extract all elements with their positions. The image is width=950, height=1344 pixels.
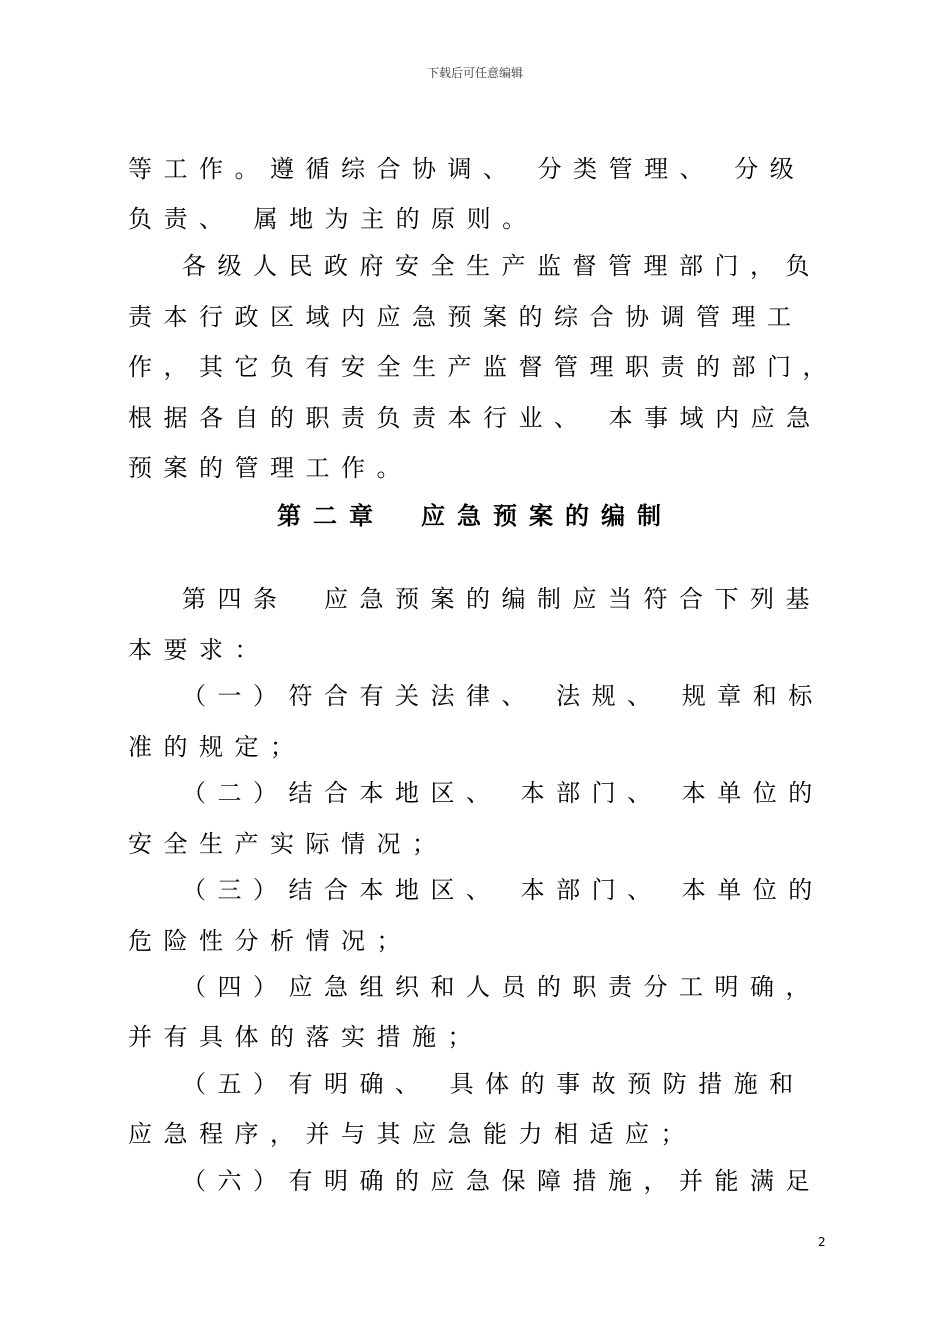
body-line: （四）应急组织和人员的职责分工明确， [182,973,821,1001]
body-line: 本要求： [128,636,270,664]
body-line: （二）结合本地区、 本部门、 本单位的 [182,779,824,807]
header-note: 下载后可任意编辑 [426,66,523,80]
body-line: 预案的管理工作。 [128,454,412,482]
body-line: 并有具体的落实措施； [128,1023,483,1051]
body-line: 第四条 应急预案的编制应当符合下列基 [182,585,821,613]
body-line: 责本行政区域内应急预案的综合协调管理工 [128,303,803,331]
body-line: 作，其它负有安全生产监督管理职责的部门， [128,353,838,381]
body-line: 危险性分析情况； [128,927,412,955]
body-line: 安全生产实际情况； [128,830,448,858]
body-line: 根据各自的职责负责本行业、 本事域内应急 [128,404,822,432]
page-number: 2 [818,1235,826,1249]
chapter-heading: 第二章 应急预案的编制 [277,502,673,530]
body-line: 负责、 属地为主的原则。 [128,205,538,233]
body-line: 应急程序，并与其应急能力相适应； [128,1120,696,1148]
body-line: （三）结合本地区、 本部门、 本单位的 [182,876,824,904]
body-line: （五）有明确、 具体的事故预防措施和 [182,1070,805,1098]
body-line: 各级人民政府安全生产监督管理部门，负 [182,252,821,280]
body-line: （六）有明确的应急保障措施，并能满足 [182,1167,821,1195]
body-line: 准的规定； [128,733,306,761]
body-line: 等工作。遵循综合协调、 分类管理、 分级 [128,155,806,183]
body-line: （一）符合有关法律、 法规、 规章和标 [182,682,824,710]
